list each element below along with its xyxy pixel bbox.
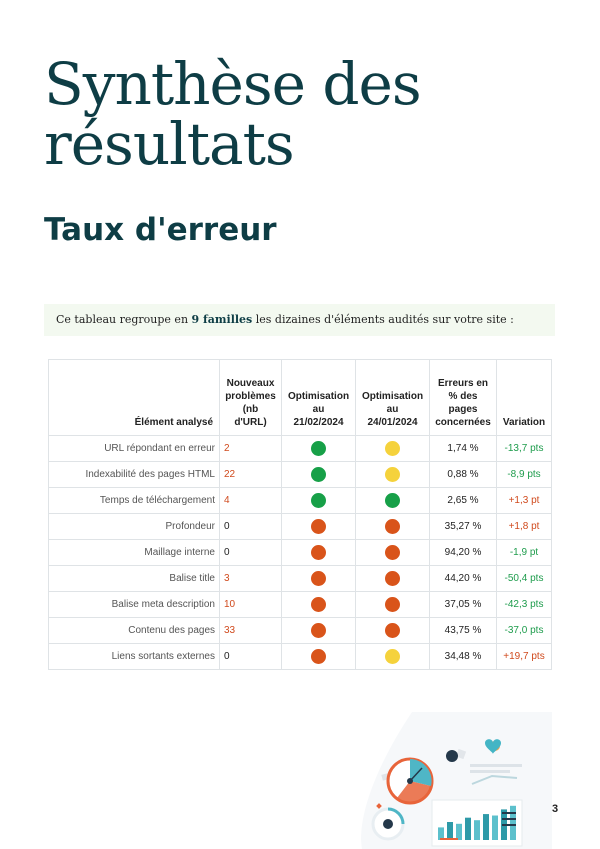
table-row: [49, 644, 552, 670]
header-errors: Erreurs en % des pages concernées: [430, 360, 497, 436]
row-optimisation-2: [356, 592, 430, 618]
page-title: [44, 50, 421, 178]
page-number: 3: [552, 803, 559, 815]
row-optimisation-1: [282, 488, 356, 514]
header-element: Élément analysé: [49, 360, 220, 436]
status-dot-icon: [311, 519, 326, 534]
illustration-bar: [447, 822, 453, 840]
illustration-bar: [483, 814, 489, 840]
row-new-problems: 10: [220, 592, 282, 618]
row-optimisation-1: [282, 462, 356, 488]
illustration-bar: [510, 806, 516, 840]
results-table: [48, 359, 552, 670]
row-element-name: Contenu des pages: [49, 618, 220, 644]
row-variation: +1,8 pt: [497, 514, 552, 540]
intro-text-bold: 9 familles: [191, 313, 253, 326]
row-element-name: Balise meta description: [49, 592, 220, 618]
row-new-problems: 2: [220, 436, 282, 462]
row-new-problems: 22: [220, 462, 282, 488]
row-optimisation-2: [356, 566, 430, 592]
row-optimisation-1: [282, 540, 356, 566]
row-new-problems: 4: [220, 488, 282, 514]
intro-callout: [44, 304, 555, 336]
table-row: [49, 462, 552, 488]
status-dot-icon: [385, 493, 400, 508]
row-new-problems: 3: [220, 566, 282, 592]
row-optimisation-2: [356, 540, 430, 566]
row-optimisation-2: [356, 644, 430, 670]
row-variation: -13,7 pts: [497, 436, 552, 462]
header-optimisation-1: Optimisation au 21/02/2024: [282, 360, 356, 436]
row-element-name: URL répondant en erreur: [49, 436, 220, 462]
illustration-bar: [492, 816, 498, 840]
row-optimisation-1: [282, 592, 356, 618]
row-variation: -42,3 pts: [497, 592, 552, 618]
table-row: [49, 436, 552, 462]
row-optimisation-2: [356, 488, 430, 514]
row-new-problems: 33: [220, 618, 282, 644]
table-row: [49, 540, 552, 566]
page-title-line-1: Synthèse des: [44, 50, 421, 118]
row-variation: -1,9 pt: [497, 540, 552, 566]
illustration-bar: [474, 820, 480, 840]
status-dot-icon: [385, 519, 400, 534]
status-dot-icon: [311, 571, 326, 586]
row-element-name: Liens sortants externes: [49, 644, 220, 670]
avatar-dot-icon: [446, 750, 458, 762]
header-optimisation-2: Optimisation au 24/01/2024: [356, 360, 430, 436]
row-optimisation-1: [282, 514, 356, 540]
row-new-problems: 0: [220, 514, 282, 540]
row-error-percent: 2,65 %: [430, 488, 497, 514]
row-variation: -8,9 pts: [497, 462, 552, 488]
table-row: [49, 488, 552, 514]
row-optimisation-1: [282, 436, 356, 462]
table-row: [49, 566, 552, 592]
row-variation: -50,4 pts: [497, 566, 552, 592]
row-error-percent: 44,20 %: [430, 566, 497, 592]
table-header-row: [49, 360, 552, 436]
row-variation: +19,7 pts: [497, 644, 552, 670]
illustration-bar: [456, 824, 462, 840]
status-dot-icon: [385, 571, 400, 586]
analytics-dashboard-illustration: [352, 712, 552, 849]
page-title-line-2: résultats: [44, 110, 294, 178]
status-dot-icon: [311, 467, 326, 482]
row-error-percent: 43,75 %: [430, 618, 497, 644]
status-dot-icon: [385, 623, 400, 638]
status-dot-icon: [385, 597, 400, 612]
status-dot-icon: [385, 467, 400, 482]
status-dot-icon: [385, 441, 400, 456]
row-variation: +1,3 pt: [497, 488, 552, 514]
status-dot-icon: [311, 597, 326, 612]
row-optimisation-1: [282, 618, 356, 644]
illustration-bar: [465, 818, 471, 840]
row-element-name: Balise title: [49, 566, 220, 592]
row-optimisation-2: [356, 436, 430, 462]
row-error-percent: 0,88 %: [430, 462, 497, 488]
row-element-name: Indexabilité des pages HTML: [49, 462, 220, 488]
header-variation: Variation: [497, 360, 552, 436]
row-error-percent: 94,20 %: [430, 540, 497, 566]
row-new-problems: 0: [220, 540, 282, 566]
intro-text-after: les dizaines d'éléments audités sur votre site :: [252, 313, 514, 326]
row-optimisation-2: [356, 514, 430, 540]
status-dot-icon: [311, 545, 326, 560]
row-new-problems: 0: [220, 644, 282, 670]
row-variation: -37,0 pts: [497, 618, 552, 644]
row-optimisation-1: [282, 644, 356, 670]
status-dot-icon: [385, 545, 400, 560]
row-optimisation-2: [356, 618, 430, 644]
section-subtitle: Taux d'erreur: [44, 212, 277, 248]
status-dot-icon: [311, 649, 326, 664]
row-error-percent: 35,27 %: [430, 514, 497, 540]
status-dot-icon: [385, 649, 400, 664]
row-error-percent: 34,48 %: [430, 644, 497, 670]
table-row: [49, 592, 552, 618]
status-dot-icon: [311, 493, 326, 508]
row-element-name: Profondeur: [49, 514, 220, 540]
row-element-name: Maillage interne: [49, 540, 220, 566]
table-row: [49, 618, 552, 644]
header-new-problems: Nouveaux problèmes (nb d'URL): [220, 360, 282, 436]
status-dot-icon: [311, 623, 326, 638]
table-row: [49, 514, 552, 540]
row-error-percent: 1,74 %: [430, 436, 497, 462]
row-optimisation-2: [356, 462, 430, 488]
row-element-name: Temps de téléchargement: [49, 488, 220, 514]
row-error-percent: 37,05 %: [430, 592, 497, 618]
intro-text-before: Ce tableau regroupe en: [56, 313, 192, 326]
status-dot-icon: [311, 441, 326, 456]
row-optimisation-1: [282, 566, 356, 592]
